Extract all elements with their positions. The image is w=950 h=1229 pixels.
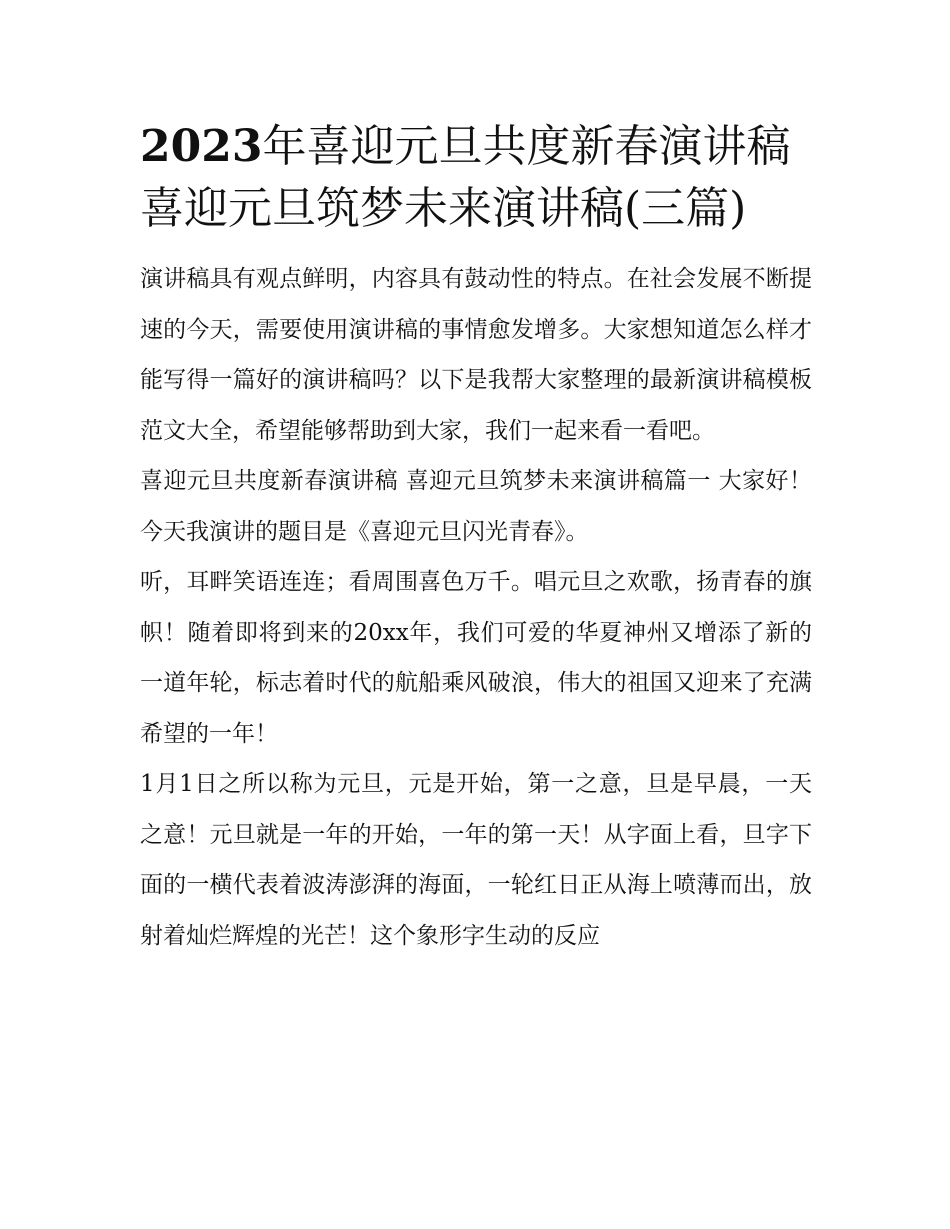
greeting-paragraph: 喜迎元旦共度新春演讲稿 喜迎元旦筑梦未来演讲稿篇一 大家好！今天我演讲的题目是《喜迎元旦闪光青春》。 — [140, 468, 812, 545]
body-paragraph-2: 1月1日之所以称为元旦，元是开始，第一之意，旦是早晨，一天之意！元旦就是一年的开始，一年的第一天！从字面上看，旦字下面的一横代表着波涛澎湃的海面，一轮红日正从海上喷薄而出，放射着灿烂辉煌的光芒！这个象形字生动的反应 — [140, 771, 812, 949]
document-title — [140, 116, 812, 240]
title-text: 年喜迎元旦共度新春演讲稿 喜迎元旦筑梦未来演讲稿(三篇) — [140, 121, 791, 234]
body-paragraph-1: 听，耳畔笑语连连；看周围喜色万千。唱元旦之欢歌，扬青春的旗帜！随着即将到来的20xx年，我们可爱的华夏神州又增添了新的一道年轮，标志着时代的航船乘风破浪，伟大的祖国又迎来了充满希望的一年！ — [140, 569, 812, 747]
document-body — [140, 116, 812, 961]
title-year: 2023 — [140, 121, 263, 172]
intro-paragraph: 演讲稿具有观点鲜明，内容具有鼓动性的特点。在社会发展不断提速的今天，需要使用演讲稿的事情愈发增多。大家想知道怎么样才能写得一篇好的演讲稿吗？以下是我帮大家整理的最新演讲稿模板范文大全，希望能够帮助到大家，我们一起来看一看吧。 — [140, 266, 812, 444]
